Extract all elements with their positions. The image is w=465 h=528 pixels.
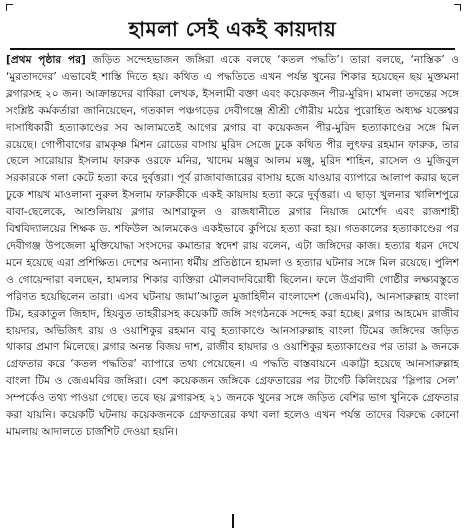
headline: হামলা সেই একই কায়দায় (128, 16, 337, 41)
headline-box (10, 14, 455, 50)
top-left-corner (6, 4, 13, 11)
top-right-corner (454, 4, 461, 11)
article-paragraph (6, 52, 459, 441)
bottom-column-marker (227, 514, 239, 528)
article-body (6, 52, 459, 514)
top-border-rule (6, 4, 461, 10)
article-lead: [প্রথম পৃষ্ঠার পর] (6, 54, 86, 66)
article-text: জড়িত সন্দেহভাজন জঙ্গিরা একে বলছে ‘কতল পদ্ধতি’। তারা বলছে, ‘নাস্তিক’ ও ‘মুরতাদদের’ এভাবেই শাস্তি দিতে হয়। কথিত এ পদ্ধতিতে এখন পর্যন্ত খুনের শিকার হয়েছেন ছয় মুক্তমনা ব্লগারসহ ২০ জন। আক্রান্তদের বাকিরা লেখক, ইসলামী বক্তা এবং কয়েকজন পীর-মুরিদ। মামলা তদন্তের সঙ্গে সংশ্লিষ্ট কর্মকর্তারা জানিয়েছেন, গতকাল পঞ্চগড়ের দেবীগঞ্জে শ্রীশ্রী গৌরীয় মঠের পুরোহিত অধ্যক্ষ যজ্ঞেশ্বর দাসাধিকারী হত্যাকাণ্ডের সব আলামতেই আগের ব্লগার বা কয়েকজন পীর-মুরিদ হত্যাকাণ্ডের সঙ্গে মিল রয়েছে। গোপীবাগের রামকৃষ্ণ মিশন রোডের বাসায় মুরিদ সেজে ঢুকে কথিত পীর লুৎফর রহমান ফারুক, তার ছেলে সারোয়ার ইসলাম ফারুক ওরফে মনির, খাদেম মঞ্জুর আলম মঞ্জু, মুরিদ শাহিন, রাসেল ও মুজিবুল সরকারকে গলা কেটে হত্যা করে দুর্বৃত্তরা। পূর্ব রাজাবাজারের বাসায় হজে যাওয়ার ব্যাপারে আলাপ করার ছলে ঢুকে শায়খ মাওলানা নুরুল ইসলাম ফারুকীকে একই কায়দায় হত্যা করে দুর্বৃত্তরা। এ ছাড়া খুলনার খালিশপুরে বাবা-ছেলেকে, আশুলিয়ায় ব্লগার আশরাফুল ও রাজধানীতে ব্লগার নিয়াজ মোর্শেদ এবং রাজশাহী বিশ্ববিদ্যালয়ের শিক্ষক ড. শফিউল আলমকেও একইভাবে কুপিয়ে হত্যা করা হয়। গতকালের হত্যাকাণ্ডের পর দেবীগঞ্জ উপজেলা মুক্তিযোদ্ধা সংসদের কমান্ডার স্বদেশ রায় বলেন, এটা জঙ্গিদের কাজ। হত্যার ধরন দেখে মনে হয়েছে এরা প্রশিক্ষিত। দেশের অন্যান্য ধর্মীয় প্রতিষ্ঠানে হামলা ও হত্যার ঘটনার সঙ্গে মিল রয়েছে। পুলিশ ও গোয়েন্দারা বলছেন, হামলার শিকার ব্যক্তিরা মৌলবাদবিরোধী ছিলেন। ফলে উগ্রবাদী গোষ্ঠীর লক্ষ্যবস্তুতে পরিণত হয়েছিলেন তারা। এসব ঘটনায় জামা’আতুল মুজাহিদীন বাংলাদেশ (জেএমবি), আনসারুল্লাহ বাংলা টিম, হরকাতুল জিহাদ, হিযবুত তাহরীরসহ কয়েকটি জঙ্গি সংগঠনকে সন্দেহ করা হচ্ছে। ব্লগার আহমেদ রাজীব হায়দার, অভিজিৎ রায় ও ওয়াশিকুর রহমান বাবু হত্যাকাণ্ডে আনসারুল্লাহ বাংলা টিমের জঙ্গিদের জড়িত থাকার প্রমাণ মিলেছে। ব্লগার অনন্ত বিজয় দাশ, রাজীব হায়দার ও ওয়াশিকুর হত্যাকাণ্ডের পর তারা ৯ জনকে গ্রেফতার করে ‘কতল পদ্ধতির’ ব্যাপারে তথ্য পেয়েছেন। এ পদ্ধতি বাস্তবায়নে একাট্টা হয়েছে আনসারুল্লাহ বাংলা টিম ও জেএমবির জঙ্গিরা। বেশ কয়েকজন জঙ্গিকে গ্রেফতারের পর টার্গেট কিলিংয়ের ‘স্লিপার সেল’ সম্পর্কেও তথ্য পাওয়া গেছে। তবে ছয় ব্লগারসহ ২১ জনকে খুনের সঙ্গে জড়িত বেশির ভাগ খুনিকে গ্রেফতার করা যায়নি। কয়েকটি ঘটনায় কয়েকজনকে গ্রেফতারের কথা বলা হলেও এখন পর্যন্ত তাদের বিরুদ্ধে কোনো মামলায় আদালতে চার্জশিট দেওয়া হয়নি। (6, 54, 459, 438)
